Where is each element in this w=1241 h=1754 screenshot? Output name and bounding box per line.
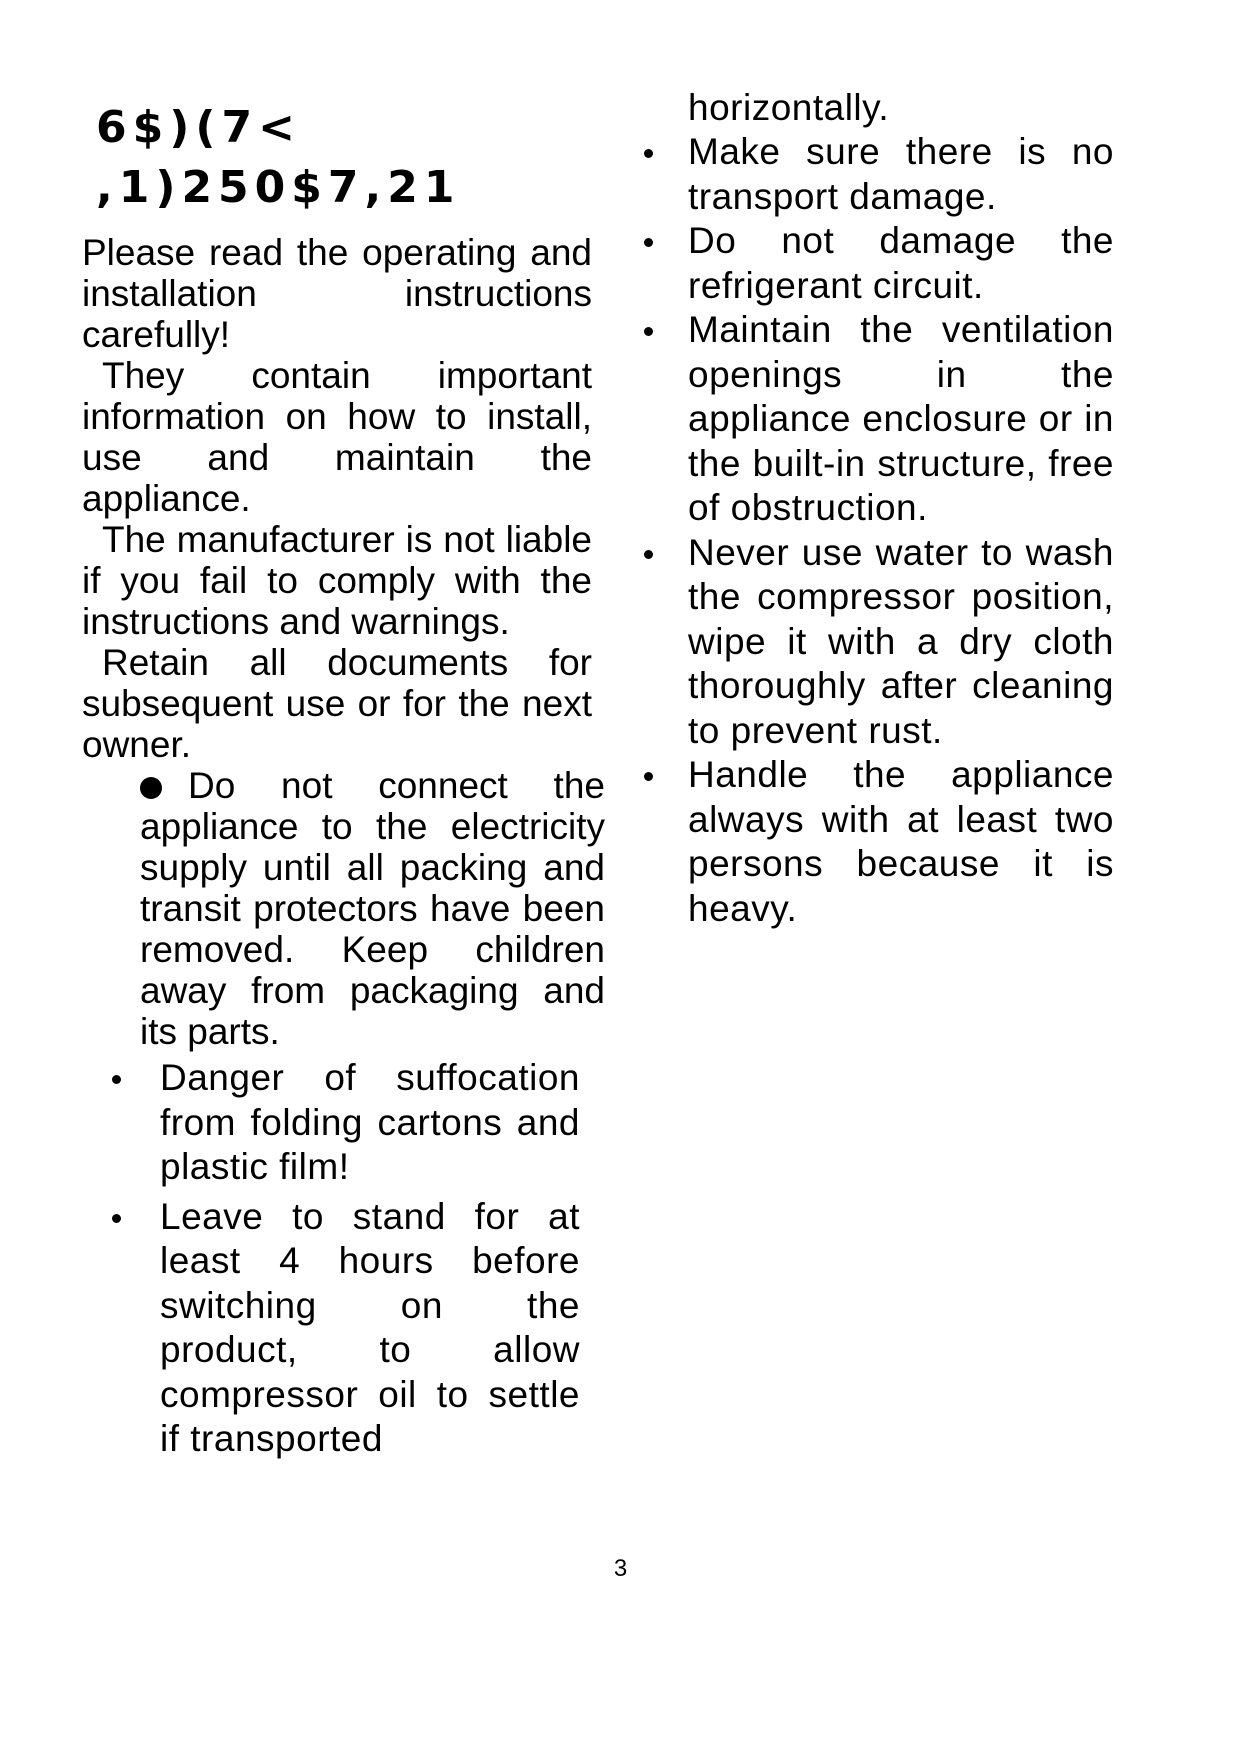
section-heading-line-2: ,1)250$7,21 [96, 162, 461, 213]
left-column [82, 232, 605, 1462]
intro-paragraph-retain: Retain all documents for subsequent use or for the next owner. [82, 642, 592, 765]
list-item [644, 753, 1114, 931]
list-item [82, 1195, 580, 1462]
bullet-text: Never use water to wash the compressor position, wipe it with a dry cloth thoroughly after cleaning to prevent rust. [688, 531, 1114, 751]
list-item [644, 219, 1114, 308]
page-number: 3 [613, 1555, 628, 1582]
list-item [644, 531, 1114, 754]
list-item [140, 765, 605, 1052]
bullet-text: Leave to stand for at least 4 hours before switching on the product, to allow compressor oil to settle if transported [160, 1195, 580, 1459]
bullet-dot-icon [112, 1075, 121, 1084]
intro-paragraph-liability: The manufacturer is not liable if you fail to comply with the instructions and warnings. [82, 519, 592, 642]
bullet-text: Make sure there is no transport damage. [688, 131, 1114, 217]
bullet-dot-icon [644, 149, 653, 158]
bullet-dot-icon [644, 327, 653, 336]
bullet-dot-icon [644, 772, 653, 781]
bullet-dot-icon [644, 550, 653, 559]
bullet-text: Do not connect the appliance to the electricity supply until all packing and transit protectors have been removed. Keep children away from packaging and its parts. [140, 765, 605, 1052]
continued-text: horizontally. [688, 87, 890, 128]
bullet-dot-icon [644, 238, 653, 247]
intro-paragraph-read: Please read the operating and installation instructions carefully! [82, 232, 592, 355]
bullet-text: Danger of suffocation from folding cartons and plastic film! [160, 1057, 580, 1187]
section-heading-line-1: 6$)(7< [96, 102, 301, 153]
list-item [644, 130, 1114, 219]
left-bullet-list [82, 1056, 592, 1462]
intro-paragraph-contents: They contain important information on how to install, use and maintain the appliance. [82, 355, 592, 519]
bullet-text: Maintain the ventilation openings in the appliance enclosure or in the built-in structure, free of obstruction. [688, 309, 1114, 528]
inner-bullet-list [82, 765, 605, 1052]
bullet-text: Handle the appliance always with at least two persons because it is heavy. [688, 754, 1114, 929]
bullet-dot-icon [140, 777, 162, 799]
list-item [82, 1056, 580, 1190]
bullet-text: Do not damage the refrigerant circuit. [688, 220, 1114, 306]
right-bullet-list [644, 130, 1114, 931]
list-item [644, 308, 1114, 531]
bullet-dot-icon [112, 1214, 121, 1223]
right-column [644, 86, 1114, 931]
